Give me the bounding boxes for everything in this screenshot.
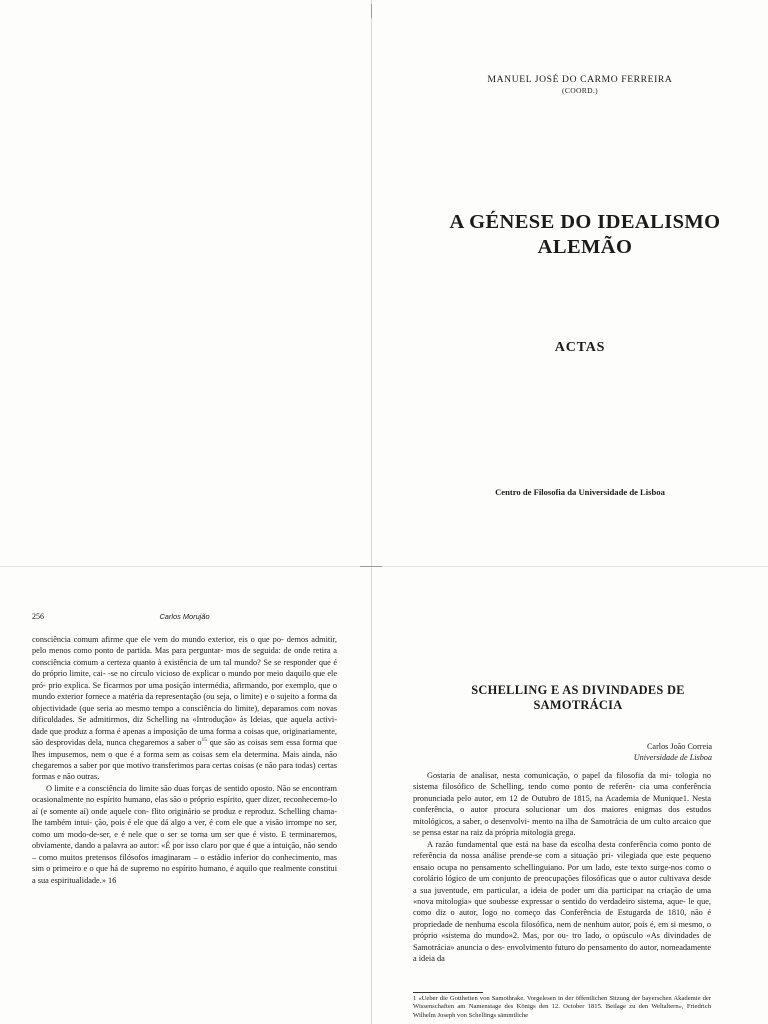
text-line: de preocupações filosóficas que o autor cultivava desde a sua juventude, <box>413 874 711 895</box>
left-paragraph-1 <box>32 634 337 783</box>
text-line: vilegiada que este pequeno ensaio ocupa no pensamento schellinguiano. <box>413 851 711 872</box>
article-title-line-1: SCHELLING E AS DIVINDADES DE <box>471 683 685 697</box>
text-line: na Academia de Munique1. Nesta conferência, o autor procura solucionar <box>413 793 712 815</box>
article-title <box>408 683 748 713</box>
text-line: forma sem as coisas sem ela determina. Mais ainda, não chegaremos a <box>32 749 337 770</box>
text-line: prio explica. Se ficarmos por uma posição intermédia, afirmando, por <box>48 680 283 690</box>
footnote <box>413 995 711 1020</box>
article-paragraph-1 <box>413 770 711 839</box>
text-line: le que, como diz o autor, logo no começo das Conferência de Estugarda <box>413 896 711 918</box>
publisher-institution: Centro de Filosofia da Universidade de Lisboa <box>495 487 665 497</box>
page-fold-horizontal <box>0 566 768 567</box>
text-line: que há de supremo no espírito humano, é aquilo que realmente constitui a <box>32 864 338 885</box>
article-body <box>413 770 711 965</box>
footnote-line: 1 «Ueber die Gottheiten von Samothrake. Vorgelesen in der öffentlichen Sitzung der <box>413 995 641 1002</box>
text-line: exemplo, que o mundo exterior fornece a matéria da representação (ou <box>32 680 338 702</box>
text-line: Por um lado, este texto surge-nos como o corolário lógico de um conjunto <box>413 862 711 884</box>
left-page-text <box>32 634 337 886</box>
text-line: de 1810, não é propriedade de nenhuma escola filosófica, nem de nenhum <box>413 908 712 929</box>
text-line: que, originariamente, são desprovidas dela, nunca chegaremos a saber o <box>32 726 337 748</box>
text-line: envolvimento futuro do pensamento do autor, nomeadamente a ideia da <box>413 942 712 964</box>
left-paragraph-2 <box>32 783 337 886</box>
text-line: mos de seguida: de onde retira a consciência comum a certeza quanto à <box>32 646 337 667</box>
text-line: dade que produz a forma é apenas a imposição de uma forma a coisas <box>32 726 265 736</box>
text-line: Não se encontram ocasionalmente no espírito humano, elas são o próprio <box>32 783 337 805</box>
text-line: certas formas e não outras. <box>32 760 337 782</box>
text-line: mitologia» que soubesse expressar o sentido do verdadeiro sistema, aque- <box>435 896 686 906</box>
article-paragraph-2 <box>413 839 711 965</box>
text-line: como ponto de referência da nossa análise prende-se com a situação pri- <box>413 839 712 861</box>
text-line: terminaremos, obviamente, dando a palavra ao autor: «É por isso claro <box>32 829 337 851</box>
text-line: por que é que a intuição, não sendo – como muitos pretensos filósofos <box>32 841 337 862</box>
text-line: autor, pois é, em si mesmo, o próprio «sistema do mundo»2. Mas, por ou- <box>413 919 711 941</box>
text-line: tempo a consciência do limite), deparamos com novas dificuldades. Se <box>32 703 337 725</box>
text-line: existência de um tal mundo? Se se responder que é do próprio limite, cai- <box>32 657 338 679</box>
text-line: O limite e a consciência do limite são duas forças de sentido oposto. <box>46 783 275 793</box>
author-affiliation: Universidade de Lisboa <box>633 753 712 762</box>
text-line: admitirmos, diz Schelling na «Introdução» às Ideias, que aquela activi- <box>89 715 338 725</box>
footnote-ref: 15 <box>201 737 208 744</box>
book-title <box>400 210 768 260</box>
text-line: tologia no sistema filosófico de Schelling, tendo como ponto de referên- <box>413 771 711 792</box>
book-subtitle: ACTAS <box>554 340 606 355</box>
text-line: sua espiritualidade.» 16 <box>37 875 117 885</box>
text-line: demos admitir, pelo menos como ponto de partida. Mas para perguntar- <box>32 635 337 656</box>
footnote-rule <box>413 992 483 993</box>
text-line: cia uma conferência pronunciada pelo autor, em 12 de Outubro de 1815, <box>413 782 711 803</box>
text-line: Gostaria de analisar, nesta comunicação, o papel da filosofia da mi- <box>427 771 672 780</box>
text-line: seja, o limite) e o sujeito a forma da objectividade (que seria ao mesmo <box>32 692 337 713</box>
text-line: imaginaram – o estádio inferior do conhecimento, mas sim o primeiro e o <box>32 852 338 874</box>
footnote-line: bayerschen Akademie der Wissenschaften am Namenstage des Königs den 12. October <box>413 995 711 1011</box>
footnote-line: 1815. Beilage zu den Weltaltern», Friedrich Wilhelm Joseph von Schellings sämmtliche <box>413 1003 711 1019</box>
text-line: raiz da própria mitologia grega. <box>470 828 576 838</box>
page-number: 256 <box>32 612 44 621</box>
book-title-line-1: A GÉNESE DO IDEALISMO <box>449 211 721 233</box>
article-author <box>634 741 712 763</box>
crop-mark <box>371 4 372 18</box>
text-line: saber por que motivo transferimos para certas coisas (e não para todas) <box>79 760 316 770</box>
text-line: consciência comum afirme que ele vem do mundo exterior, eis o que po- <box>32 635 284 644</box>
book-editor: MANUEL JOSÉ DO CARMO FERREIRA <box>487 74 673 85</box>
book-title-line-2: ALEMÃO <box>537 236 633 258</box>
text-line: mento na ilha de Samotrácia de um culto arcaico que se pensa estar na <box>413 816 712 838</box>
text-line: em particular, a ideia de poder um dia participar na criação de uma «nova <box>413 885 712 906</box>
text-line: -se no círculo vicioso de explicar o mundo por meio daquilo que ele pró- <box>32 669 337 690</box>
text-line: ção, pois é ele que dá algo a ver, é com ele que a visão irrompe no ser, <box>94 818 337 828</box>
text-line: um dos maiores enigmas dos estudos mitológicos, a saber, o desenvolvi- <box>413 805 711 826</box>
text-line: espírito, quer dizer, reconhecemo-lo aí (e somente aí) onde aquele con- <box>32 795 337 816</box>
text-line: tro lado, o opúsculo «As divindades de Samotrácia» anuncia o des- <box>413 931 712 952</box>
text-line: flito originário se produz e reproduz. Schelling chama-lhe também intui- <box>32 806 337 828</box>
running-head: Carlos Morujão <box>159 612 210 621</box>
author-name: Carlos João Correia <box>646 742 712 751</box>
text-line: que são as coisas sem essa forma que lhes impusemos, nem o que é a <box>32 738 338 759</box>
text-line: como um modo-de-ser, e é nele que o ser se torna um ser que é visto. E <box>32 829 287 839</box>
editor-role: (COORD.) <box>562 86 598 95</box>
crop-mark <box>360 566 382 567</box>
page-fold-vertical <box>371 0 372 1024</box>
text-line: A razão fundamental que está na base da escolha desta conferência <box>427 839 658 849</box>
article-title-line-2: SAMOTRÁCIA <box>533 698 623 712</box>
